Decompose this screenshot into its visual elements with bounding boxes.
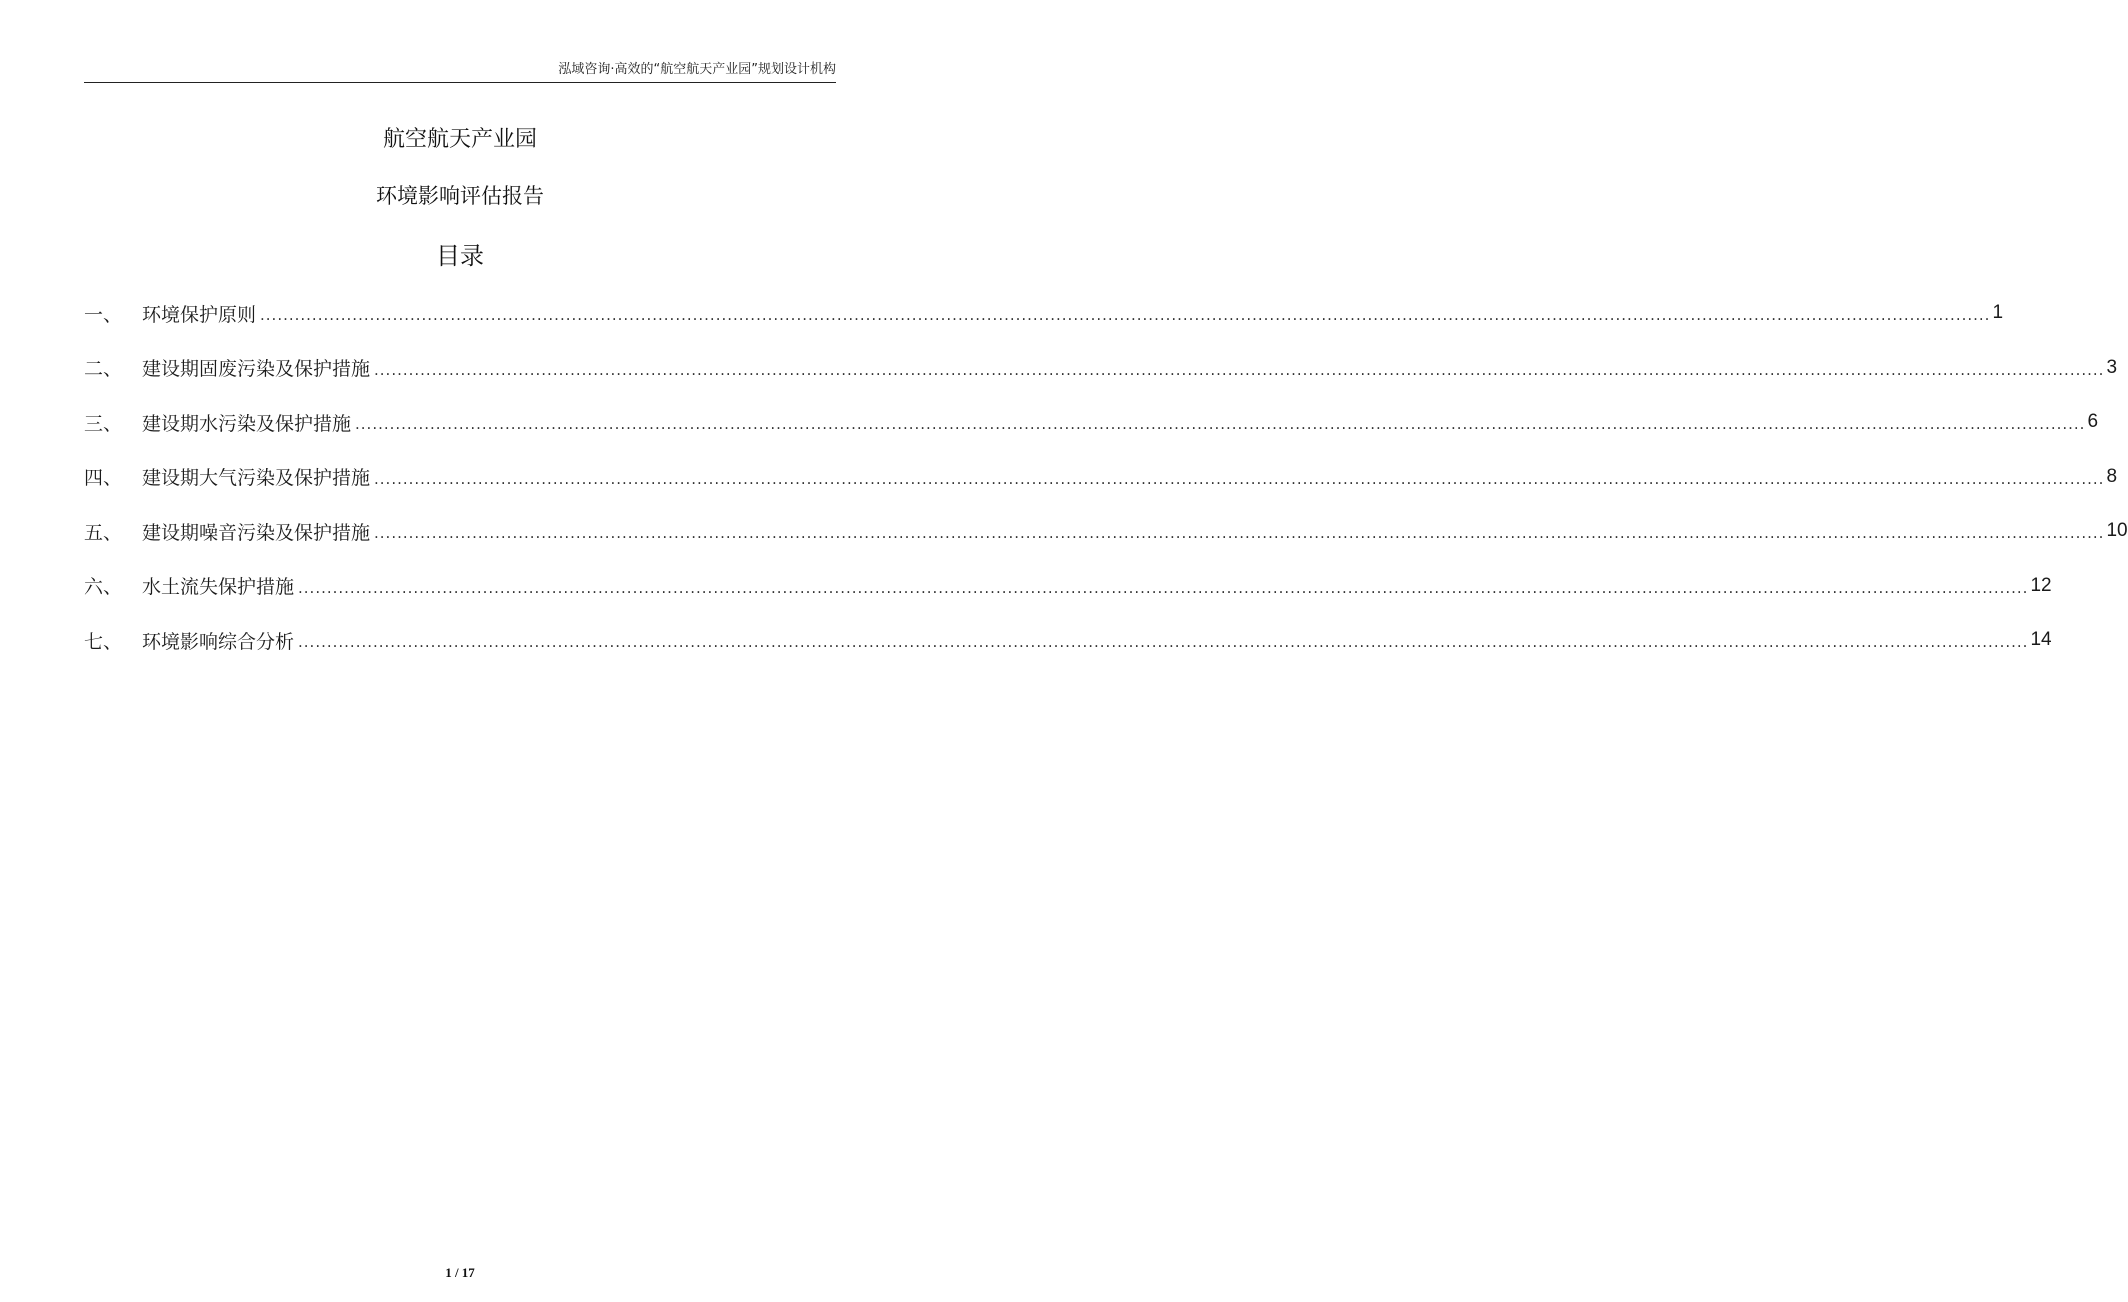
toc-entry-1[interactable] [84, 286, 2004, 341]
toc-entry-title: 建设期固废污染及保护措施 [142, 358, 371, 381]
toc-entry-number: 二、 [84, 358, 123, 381]
toc-entry-number: 四、 [84, 467, 123, 490]
toc-dot-leader: ............................................................................................................................................................................................................................................................................................................ [298, 633, 2029, 652]
toc-entry-title: 建设期噪音污染及保护措施 [142, 521, 371, 544]
toc-entry-title: 水土流失保护措施 [142, 576, 295, 599]
table-of-contents [84, 286, 2128, 668]
toc-entry-5[interactable] [84, 504, 2128, 559]
toc-entry-7[interactable] [84, 613, 2052, 668]
toc-entry-number: 一、 [84, 303, 123, 326]
toc-entry-page: 8 [2106, 465, 2118, 487]
toc-entry-title: 建设期大气污染及保护措施 [142, 467, 371, 490]
toc-entry-3[interactable] [84, 395, 2099, 450]
toc-dot-leader: ............................................................................................................................................................................................................................................................................................................ [298, 578, 2029, 597]
toc-entry-title: 建设期水污染及保护措施 [142, 412, 352, 435]
document-subtitle: 环境影响评估报告 [376, 184, 544, 208]
toc-entry-page: 3 [2106, 356, 2118, 378]
toc-entry-4[interactable] [84, 450, 2118, 505]
toc-dot-leader: ............................................................................................................................................................................................................................................................................................................ [374, 469, 2105, 488]
toc-heading: 目录 [436, 242, 484, 270]
running-header: 泓域咨询·高效的“航空航天产业园”规划设计机构 [558, 62, 836, 77]
toc-entry-6[interactable] [84, 559, 2052, 614]
toc-entry-page: 12 [2030, 574, 2052, 596]
toc-dot-leader: ............................................................................................................................................................................................................................................................................................................ [374, 524, 2105, 543]
toc-entry-title: 环境影响综合分析 [142, 630, 295, 653]
toc-entry-number: 五、 [84, 521, 123, 544]
toc-dot-leader: ............................................................................................................................................................................................................................................................................................................ [374, 360, 2105, 379]
toc-entry-number: 三、 [84, 412, 123, 435]
toc-dot-leader: ............................................................................................................................................................................................................................................................................................................ [355, 415, 2086, 434]
toc-entry-title: 环境保护原则 [142, 303, 257, 326]
toc-entry-page: 14 [2030, 629, 2052, 651]
toc-entry-number: 七、 [84, 630, 123, 653]
toc-entry-page: 10 [2106, 520, 2128, 542]
toc-entry-page: 1 [1992, 302, 2004, 324]
document-title: 航空航天产业园 [382, 127, 537, 152]
toc-entry-page: 6 [2087, 411, 2099, 433]
toc-dot-leader: ............................................................................................................................................................................................................................................................................................................ [260, 306, 1991, 325]
toc-entry-2[interactable] [84, 341, 2118, 396]
header-divider [84, 82, 836, 83]
page-indicator: 1 / 17 [445, 1265, 475, 1280]
toc-entry-number: 六、 [84, 576, 123, 599]
